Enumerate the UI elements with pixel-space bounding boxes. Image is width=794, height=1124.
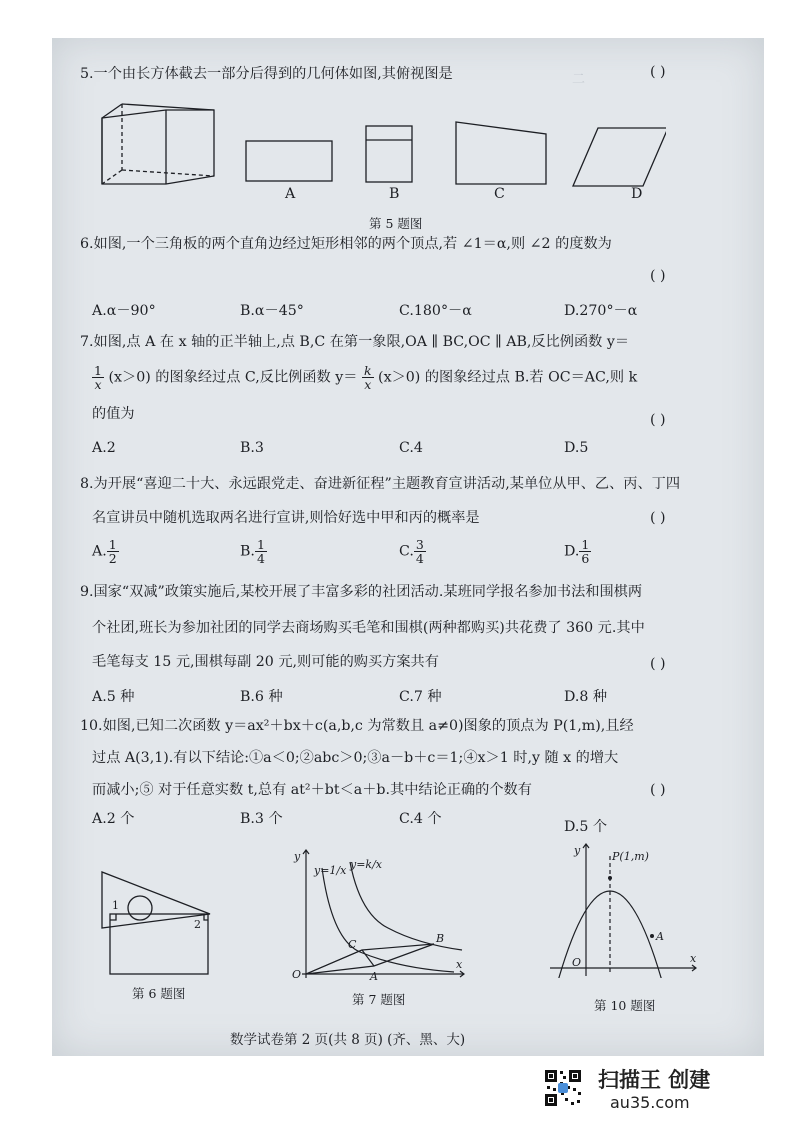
q7-frac-1-over-x: $\frac{1}{x}$ xyxy=(94,363,102,392)
q9-option-a: A.5 种 xyxy=(92,689,135,705)
q5-figure xyxy=(96,98,666,218)
q9-line1: 9.国家“双减”政策实施后,某校开展了丰富多彩的社团活动.某班同学报名参加书法和围棋两 xyxy=(80,584,643,600)
fig7-label-c: C xyxy=(348,938,357,951)
q8-option-a: A. $\frac{1}{2}$ xyxy=(92,537,117,566)
q10-option-c: C.4 个 xyxy=(399,811,442,827)
q5-caption: 第 5 题图 xyxy=(369,216,423,231)
q9-line3: 毛笔每支 15 元,围棋每副 20 元,则可能的购买方案共有 xyxy=(92,654,439,670)
scanner-brand: 扫描王 创建 xyxy=(598,1068,711,1092)
q8-answer-paren: ( ) xyxy=(650,510,666,526)
q7-option-c: C.4 xyxy=(399,440,423,456)
fig6-label-1: 1 xyxy=(112,899,119,912)
q5-option-c-shape xyxy=(456,122,546,184)
fig6-label-2: 2 xyxy=(194,918,201,931)
q10-line2: 过点 A(3,1).有以下结论:①a＜0;②abc＞0;③a－b＋c＝1;④x＞1 时,y 随 x 的增大 xyxy=(92,750,619,766)
q7-option-d: D.5 xyxy=(564,440,589,456)
figure-7 xyxy=(288,844,468,984)
q10-line1: 10.如图,已知二次函数 y＝ax²＋bx＋c(a,b,c 为常数且 a≠0)图象的顶点为 P(1,m),且经 xyxy=(80,718,634,734)
q5-option-d-shape xyxy=(573,128,666,186)
q8-option-d: D. $\frac{1}{6}$ xyxy=(564,537,590,566)
q6-option-b: B.α－45° xyxy=(240,303,304,319)
bleed-through-text: 二 xyxy=(572,72,586,87)
fig7-label-b: B xyxy=(436,932,445,945)
fig7-label-a: A xyxy=(370,970,378,983)
q7-line1: 7.如图,点 A 在 x 轴的正半轴上,点 B,C 在第一象限,OA ∥ BC,OC ∥ AB,反比例函数 y＝ xyxy=(80,334,630,350)
fig7-caption: 第 7 题图 xyxy=(352,992,406,1007)
q5-option-d: D xyxy=(631,186,643,202)
q6-option-d: D.270°－α xyxy=(564,303,638,319)
q5-stem: 5.一个由长方体截去一部分后得到的几何体如图,其俯视图是 xyxy=(80,66,453,82)
fig6-caption: 第 6 题图 xyxy=(132,986,186,1001)
q8-line2: 名宣讲员中随机选取两名进行宣讲,则恰好选中甲和丙的概率是 xyxy=(92,510,480,526)
fig7-label-x: x xyxy=(456,958,463,971)
qr-code-icon xyxy=(543,1068,583,1108)
q8-option-b: B. $\frac{1}{4}$ xyxy=(240,537,265,566)
fig10-label-o: O xyxy=(572,956,582,969)
q7-option-b: B.3 xyxy=(240,440,264,456)
q6-stem: 6.如图,一个三角板的两个直角边经过矩形相邻的两个顶点,若 ∠1＝α,则 ∠2 的度数为 xyxy=(80,236,612,252)
q9-option-d: D.8 种 xyxy=(564,689,608,705)
q10-option-a: A.2 个 xyxy=(92,811,135,827)
figure-6 xyxy=(98,868,218,980)
page-footer: 数学试卷第 2 页(共 8 页) (齐、黑、大) xyxy=(230,1032,466,1048)
fig7-curve-1-over-x xyxy=(322,868,454,972)
fig7-label-y: y xyxy=(294,850,301,863)
fig10-caption: 第 10 题图 xyxy=(594,998,656,1013)
q6-option-a: A.α－90° xyxy=(92,303,156,319)
q9-line2: 个社团,班长为参加社团的同学去商场购买毛笔和围棋(两种都购买)共花费了 360 元.其中 xyxy=(92,620,645,636)
q9-option-b: B.6 种 xyxy=(240,689,283,705)
q7-option-a: A.2 xyxy=(92,440,116,456)
q6-option-c: C.180°－α xyxy=(399,303,472,319)
q5-option-c: C xyxy=(494,186,505,202)
fig7-curve-label-k: y=k/x xyxy=(350,858,383,871)
q7-line3: 的值为 xyxy=(92,406,135,422)
q9-answer-paren: ( ) xyxy=(650,656,666,672)
q10-option-d: D.5 个 xyxy=(564,819,608,835)
q10-option-b: B.3 个 xyxy=(240,811,283,827)
fig10-label-a: A xyxy=(656,930,664,943)
q10-line3: 而减小;⑤ 对于任意实数 t,总有 at²＋bt＜a＋b.其中结论正确的个数有 xyxy=(92,782,532,798)
exam-page xyxy=(52,38,764,1056)
fig7-label-o: O xyxy=(292,968,302,981)
q8-line1: 8.为开展“喜迎二十大、永远跟党走、奋进新征程”主题教育宣讲活动,某单位从甲、乙、丙、丁四 xyxy=(80,476,681,492)
fig10-label-p: P(1,m) xyxy=(612,850,649,863)
q6-answer-paren: ( ) xyxy=(650,268,666,284)
q7-answer-paren: ( ) xyxy=(650,412,666,428)
q10-answer-paren: ( ) xyxy=(650,782,666,798)
fig6-triangle-hole xyxy=(128,896,152,920)
fig10-label-y: y xyxy=(574,844,581,857)
q7-frac-k-over-x: $\frac{k}{x}$ xyxy=(363,363,372,392)
fig10-label-x: x xyxy=(690,952,697,965)
q8-option-c: C. $\frac{3}{4}$ xyxy=(399,537,424,566)
figure-10 xyxy=(542,838,702,978)
q5-option-a-shape xyxy=(246,141,332,181)
q5-option-b-shape xyxy=(366,126,412,182)
q7-line2: $\frac{1}{x}$ (x＞0) 的图象经过点 C,反比例函数 y＝ $\frac{k}{x}$ (x＞0) 的图象经过点 B.若 OC＝AC,则 k xyxy=(94,363,638,392)
q5-option-b: B xyxy=(389,186,400,202)
q5-option-a: A xyxy=(285,186,296,202)
q5-answer-paren: ( ) xyxy=(650,64,666,80)
q9-option-c: C.7 种 xyxy=(399,689,442,705)
scanner-url: au35.com xyxy=(610,1093,690,1112)
fig7-curve-k-over-x xyxy=(350,862,462,950)
fig7-curve-label-1: y=1/x xyxy=(314,864,347,877)
